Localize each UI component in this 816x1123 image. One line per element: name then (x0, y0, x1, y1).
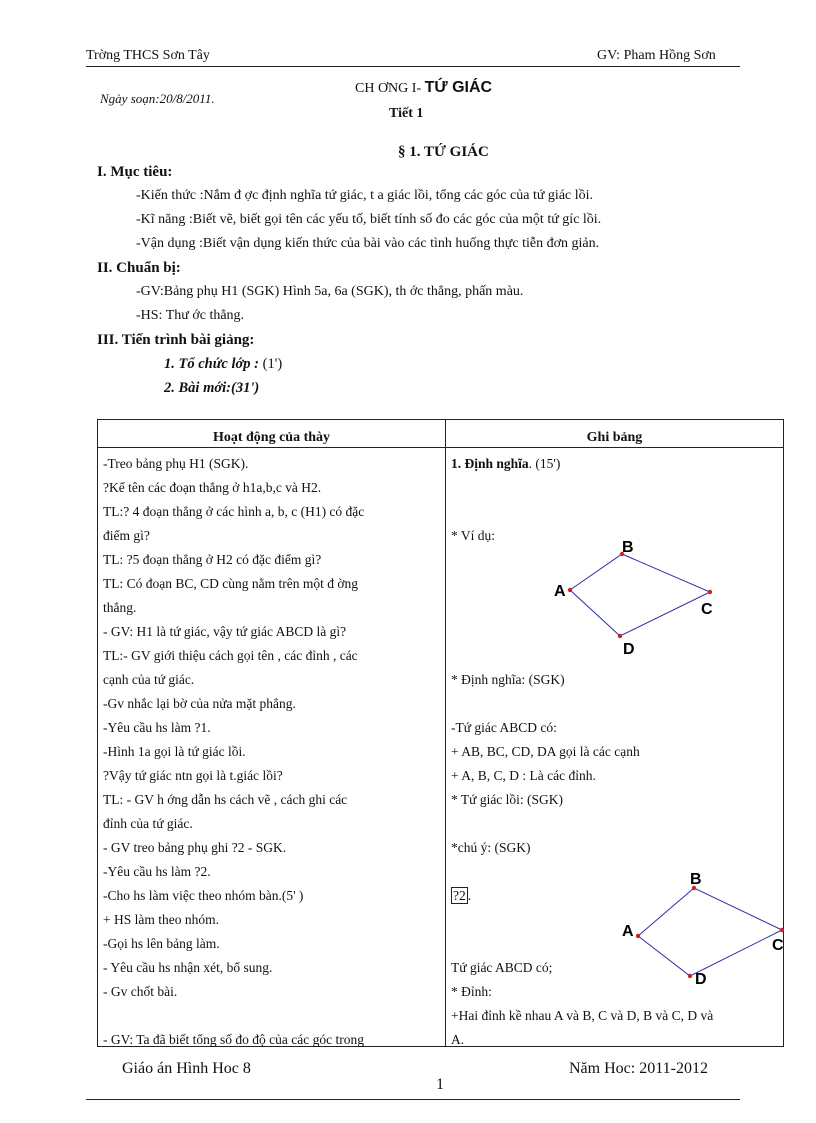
activity-line: TL: ?5 đoạn thẳng ở H2 có đặc điểm gì? (103, 552, 322, 567)
objective-knowledge: -Kiến thức :Nắm đ ợc định nghĩa tứ giác, t a giác lồi, tổng các góc của tứ giác lồi. (136, 188, 594, 203)
activity-line: -Gv nhắc lại bờ của nửa mặt phẳng. (103, 696, 296, 711)
definition-time: . (15') (528, 456, 561, 471)
adjacent-vertices-line-2: A. (451, 1032, 465, 1047)
vertex-a-label: A (622, 923, 634, 940)
activity-line: ?Kể tên các đoạn thẳng ở h1a,b,c và H2. (103, 480, 322, 495)
activity-line: TL:? 4 đoạn thẳng ở các hình a, b, c (H1) có đặc (103, 504, 365, 519)
abcd-has-line: -Tứ giác ABCD có: (451, 720, 557, 735)
activity-line: + HS làm theo nhóm. (103, 912, 219, 927)
board-notes-header: Ghi bảng (446, 420, 784, 448)
objective-application: -Vận dụng :Biết vận dụng kiến thức của bài vào các tình huống thực tiễn đơn giản. (136, 236, 600, 251)
vertices-line: + A, B, C, D : Là các đỉnh. (451, 768, 596, 783)
convex-line: * Tứ giác lồi: (SGK) (451, 792, 564, 807)
vertex-d-label: D (623, 641, 635, 656)
chapter-title (355, 79, 492, 97)
vertex-d-label: D (695, 971, 707, 986)
vertex-a-label: A (554, 583, 566, 600)
activity-line: thẳng. (103, 600, 137, 615)
question-2-box: ?2 (453, 888, 466, 903)
activity-line: -Cho hs làm việc theo nhóm bàn.(5' ) (103, 888, 304, 903)
quadrilateral-figure-2 (618, 866, 784, 986)
definition-heading (451, 456, 560, 472)
teacher-name: GV: Pham Hồng Sơn (597, 48, 716, 63)
teacher-activity-column (98, 448, 445, 1046)
prep-date: Ngày soạn:20/8/2011. (100, 91, 215, 106)
page-number: 1 (436, 1076, 444, 1093)
step-new-lesson: 2. Bài mới:(31') (164, 380, 260, 396)
header-rule (86, 66, 740, 67)
chapter-name: TỨ GIÁC (424, 79, 493, 96)
activity-line: - GV treo bảng phụ ghi ?2 - SGK. (103, 840, 287, 855)
teacher-activity-cell (98, 448, 446, 1047)
quadrilateral-abcd-shape (570, 554, 710, 636)
vertex-c-dot (708, 590, 712, 594)
objectives-heading: I. Mục tiêu: (97, 164, 173, 180)
activity-line: -Treo bảng phụ H1 (SGK). (103, 456, 249, 471)
definition-title: 1. Định nghĩa (451, 456, 529, 471)
activity-line: đỉnh của tứ giác. (103, 816, 193, 831)
prep-teacher: -GV:Bảng phụ H1 (SGK) Hình 5a, 6a (SGK), th ớc thẳng, phấn màu. (136, 284, 524, 299)
teacher-activity-header: Hoạt động của thày (98, 420, 446, 448)
footer-lesson-plan: Giáo án Hình Hoc 8 (122, 1060, 251, 1077)
step-class-organization (164, 356, 282, 373)
activity-line: -Hình 1a gọi là tứ giác lồi. (103, 744, 246, 759)
step1-label: 1. Tổ chức lớp : (164, 356, 259, 372)
step1-time: (1') (259, 356, 283, 372)
activity-line: TL: - GV h ớng dẫn hs cách vẽ , cách ghi các (103, 792, 348, 807)
vertex-a-dot (568, 588, 572, 592)
vertex-c-dot (780, 928, 784, 932)
activity-line: -Yêu cầu hs làm ?2. (103, 864, 211, 879)
vertex-b-label: B (690, 871, 702, 888)
school-name: Trờng THCS Sơn Tây (86, 48, 210, 63)
objective-skills: -Kĩ năng :Biết vẽ, biết gọi tên các yếu tố, biết tính số đo các góc của một tứ gíc lồi. (136, 212, 602, 227)
prep-students: -HS: Thư ớc thẳng. (136, 308, 245, 323)
process-heading: III. Tiến trình bài giảng: (97, 332, 255, 348)
definition-line: * Định nghĩa: (SGK) (451, 672, 565, 687)
section-title: § 1. TỨ GIÁC (398, 144, 489, 160)
adjacent-vertices-line-1: +Hai đỉnh kề nhau A và B, C và D, B và C, D và (451, 1008, 714, 1023)
activity-line: - GV: H1 là tứ giác, vậy tứ giác ABCD là gì? (103, 624, 347, 639)
question-2-dot: . (467, 888, 472, 903)
table-body-row (98, 448, 784, 1047)
activity-line: - Yêu cầu hs nhận xét, bổ sung. (103, 960, 273, 975)
vertex-d-dot (618, 634, 622, 638)
note-line: *chú ý: (SGK) (451, 840, 531, 855)
activity-line: - GV: Ta đã biết tổng số đo độ của các góc trong (103, 1032, 364, 1047)
preparation-heading: II. Chuẩn bị: (97, 260, 181, 276)
footer-rule (86, 1099, 740, 1100)
example-label: * Ví dụ: (451, 528, 496, 543)
sides-line: + AB, BC, CD, DA gọi là các cạnh (451, 744, 640, 759)
table-header-row (98, 420, 784, 448)
quadrilateral-figure-1 (546, 536, 736, 656)
vertices-heading-2: * Đỉnh: (451, 984, 492, 999)
abcd-has-line-2: Tứ giác ABCD có; (451, 960, 553, 975)
footer-school-year: Năm Hoc: 2011-2012 (569, 1060, 708, 1077)
quadrilateral-abcd-shape-2 (638, 888, 782, 976)
activity-line: điểm gì? (103, 528, 150, 543)
activity-line: ?Vậy tứ giác ntn gọi là t.giác lồi? (103, 768, 283, 783)
activity-line: - Gv chốt bài. (103, 984, 178, 999)
activity-line: -Yêu cầu hs làm ?1. (103, 720, 211, 735)
lesson-table (97, 419, 784, 1047)
question-2-marker (451, 888, 471, 904)
board-notes-cell (446, 448, 784, 1047)
chapter-prefix: CH ƠNG I- (355, 81, 425, 96)
vertex-a-dot (636, 934, 640, 938)
activity-line: TL: Có đoạn BC, CD cùng nằm trên một đ ờng (103, 576, 358, 591)
activity-line: -Gọi hs lên bảng làm. (103, 936, 220, 951)
vertex-c-label: C (701, 601, 713, 618)
lesson-number: Tiết 1 (389, 106, 424, 121)
activity-line: TL:- GV giới thiệu cách gọi tên , các đỉnh , các (103, 648, 358, 663)
board-notes-column (446, 448, 783, 1046)
vertex-c-label: C (772, 937, 784, 954)
vertex-b-label: B (622, 539, 634, 556)
activity-line: cạnh của tứ giác. (103, 672, 195, 687)
vertex-d-dot (688, 974, 692, 978)
